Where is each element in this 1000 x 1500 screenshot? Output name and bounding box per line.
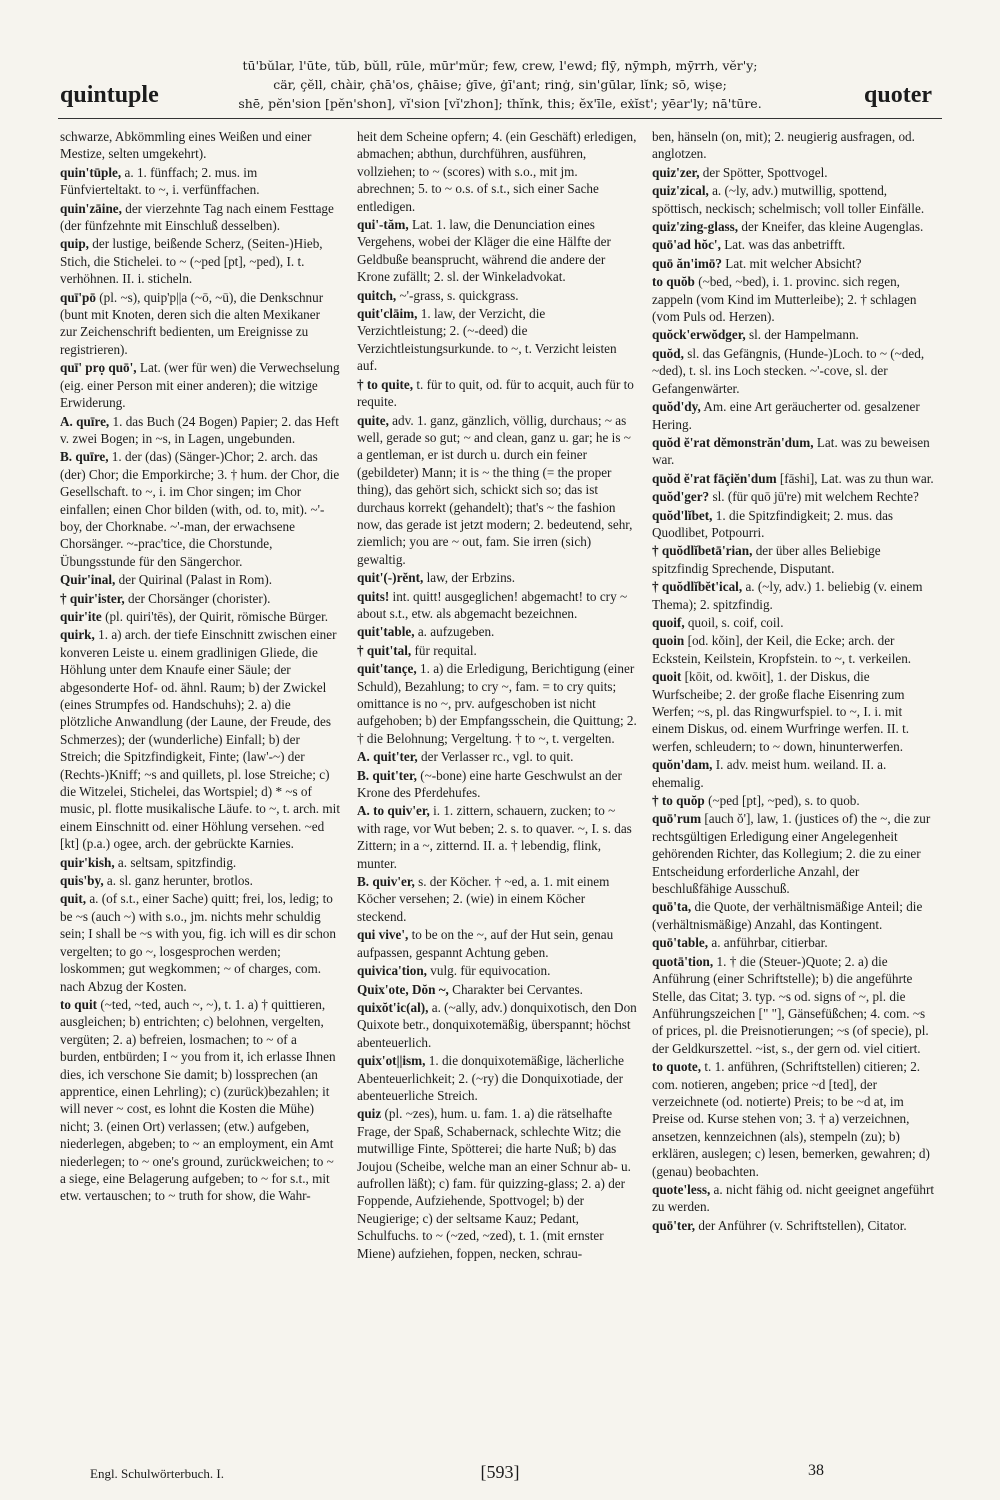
dictionary-entry bbox=[357, 412, 637, 569]
entry-definition: der vierzehnte Tag nach einem Festtage (der fünfzehnte mit Einschluß desselben). bbox=[60, 200, 334, 234]
dictionary-entry bbox=[60, 235, 340, 287]
dictionary-entry bbox=[652, 542, 934, 577]
entry-definition: 1. der (das) (Sänger-)Chor; 2. arch. das (der) Chor; die Emporkirche; 3. † hum. der Chor, die Gesellschaft. to ~, i. im Chor singen; im Chor einfallen; einen Chor bilden (with, od. to, mit). ~'-boy, der Chorknabe. ~'-man, der erwachsene Chorsänger. ~-prac'tice, die Chorstunde, Übungsstunde für den Sängerchor. bbox=[60, 449, 340, 569]
entry-definition: die Quote, der verhältnismäßige Anteil; die (verhältnismäßige) Anzahl, das Kontingent. bbox=[652, 899, 923, 932]
entry-definition: der Spötter, Spottvogel. bbox=[702, 164, 828, 180]
entry-definition: Lat. was das anbetrifft. bbox=[724, 237, 846, 253]
entry-headword: quixŏt'ic(al), bbox=[357, 999, 429, 1015]
dictionary-entry bbox=[60, 608, 340, 625]
entry-definition: i. 1. zittern, schauern, zucken; to ~ with rage, vor Wut beben; 2. s. to quaver. ~, I. s. das Zittern; in a ~, zitternd. II. a. † lebendig, flink, munter. bbox=[357, 803, 632, 871]
entry-headword: quotā'tion, bbox=[652, 953, 714, 969]
dictionary-entry bbox=[60, 590, 340, 607]
entry-definition: sl. (für quō jū're) mit welchem Rechte? bbox=[712, 489, 919, 505]
right-running-headword: quoter bbox=[864, 82, 932, 108]
column-2 bbox=[357, 128, 637, 1458]
entry-headword: A. to quiv'er, bbox=[357, 803, 430, 819]
entry-headword: quō'ad hŏc', bbox=[652, 237, 721, 253]
entry-headword: quoif, bbox=[652, 614, 685, 630]
entry-definition: der Chorsänger (chorister). bbox=[128, 590, 271, 606]
entry-definition: [fāshi], Lat. was zu thun war. bbox=[779, 470, 934, 486]
dictionary-entry bbox=[652, 326, 934, 343]
dictionary-entry bbox=[652, 632, 934, 667]
column-3 bbox=[652, 128, 934, 1458]
dictionary-entry bbox=[60, 448, 340, 570]
entry-headword: quiz bbox=[357, 1106, 382, 1122]
entry-definition: a. (~ally, adv.) donquixotisch, den Don Quixote betr., donquixotemäßig, überspannt; höchst abenteuerlich. bbox=[357, 999, 637, 1050]
entry-definition: (~ted, ~ted, auch ~, ~), t. 1. a) † quittieren, ausgleichen; b) entrichten; c) belohnen, vergelten, vergüten; 2. a) befreien, losmachen; to ~ of a burden, entbürden; I ~ you from it, ich erlasse Ihnen dies, ich verschone Sie damit; b) lossprechen (an apprentice, einen Lehrling); c) (zurück)bezahlen; it will never ~ cost, es lohnt die Kosten die Mühe) nicht; 3. (einen Ort) verlassen; (etw.) aufgeben, niederlegen, abgeben; to ~ an employment, ein Amt niederlegen; to ~ one's ground, zurückweichen; to ~ a siege, eine Belagerung aufgeben; to ~ for s.t., mit etw. vertauschen; to ~ truth for show, die Wahr- bbox=[60, 996, 336, 1204]
dictionary-entry bbox=[652, 255, 934, 272]
entry-headword: quix'ot||ism, bbox=[357, 1053, 426, 1069]
entry-definition: (pl. quiri'tēs), der Quirit, römische Bürger. bbox=[105, 608, 329, 624]
dictionary-entry bbox=[60, 359, 340, 411]
entry-definition: ~'-grass, s. quickgrass. bbox=[399, 287, 519, 303]
entry-headword: quirk, bbox=[60, 627, 95, 643]
entry-definition: Lat. mit welcher Absicht? bbox=[725, 255, 862, 271]
footer-book-title: Engl. Schulwörterbuch. I. bbox=[90, 1466, 224, 1481]
dictionary-entry bbox=[652, 756, 934, 791]
entry-definition: der über alles Beliebige spitzfindig Sprechende, Disputant. bbox=[652, 543, 881, 576]
entry-definition: 1. law, der Verzicht, die Verzichtleistung; 2. (~-deed) die Verzichtleistungsurkunde. to ~, t. Verzicht leisten auf. bbox=[357, 306, 617, 374]
dictionary-entry bbox=[60, 413, 340, 448]
dictionary-entry bbox=[60, 128, 340, 163]
entry-definition: [auch ŏ'], law, 1. (justices of) the ~, die zur rechtsgültigen Erledigung einer Angelegenheit gehörenden Richter, das Kollegium; 2. die zu einer Entscheidung erforderliche Anzahl, der beschlußfähige Ausschuß. bbox=[652, 811, 931, 897]
dictionary-entry bbox=[652, 488, 934, 505]
entry-definition: 1. die donquixotemäßige, lächerliche Abenteuerlichkeit; 2. (~ry) die Donquixotiade, der abenteuerliche Streich. bbox=[357, 1053, 624, 1103]
entry-headword: to quote, bbox=[652, 1059, 702, 1075]
entry-headword: † quir'ister, bbox=[60, 590, 125, 606]
pronunciation-key-line: cär, çĕll, chàir, çhā'os, çhāise; ġīve, ġī'ant; rinġ, sin'gūlar, lĭnk; sō, wiṣe; bbox=[273, 77, 727, 92]
entry-headword: quoit bbox=[652, 669, 682, 685]
entry-definition: 1. a) arch. der tiefe Einschnitt zwischen einer konveren Leiste u. einem gradlinigen Gliede, die Höhlung unter dem Knaufe einer Säule; der abgesonderte Hof- od. ähnl. Raum; b) der Zwickel (eines Strumpfes od. Handschuhs); 2. a) die plötzliche Anwandlung (der Laune, der Freude, des Schmerzes); der (wunderliche) Einfall; b) der Streich; die Spitzfindigkeit, Finte; (law'-~) der (Rechts-)Kniff; ~s and quillets, pl. lose Streiche; c) die Witzelei, Stichelei, das Wortspiel; d) * ~s of music, pl. flotte musikalische Läufe. to ~, t. arch. mit einem Einschnitt od. einer Höhlung versehen. ~ed [kt] (p.a.) ogee, arch. der gebrückte Karnies. bbox=[60, 627, 340, 852]
entry-headword: quŏn'dam, bbox=[652, 757, 713, 773]
pronunciation-key-line: shē, pĕn'sion [pĕn'shon], vĭ'sion [vĭ'zhon]; thĭnk, this; ĕx'īle, eẋĭst'; yēar'ly; nā'tūre. bbox=[238, 96, 762, 111]
dictionary-entry bbox=[60, 571, 340, 588]
column-1 bbox=[60, 128, 340, 1458]
dictionary-entry bbox=[357, 588, 637, 623]
entry-headword: quin'zāine, bbox=[60, 200, 122, 216]
dictionary-entry bbox=[357, 128, 637, 215]
entry-definition: adv. 1. ganz, gänzlich, völlig, durchaus; ~ as well, gerade so gut; ~ and clean, ganz u. gar; he is ~ a gentleman, er ist durch u. durch ein feiner (gebildeter) Mann; it is ~ the thing (= the proper thing), das gehört sich, schickt sich so; das ist durchaus korrekt (gehandelt); that's ~ the fashion now, das gerade ist jetzt modern; 2. bedeutend, sehr, ziemlich; you are ~ out, fam. Sie irren (sich) gewaltig. bbox=[357, 412, 633, 567]
dictionary-entry bbox=[357, 1052, 637, 1104]
entry-headword: quit'table, bbox=[357, 624, 415, 640]
entry-headword: quŏd'dy, bbox=[652, 399, 701, 415]
dictionary-entry bbox=[652, 236, 934, 253]
dictionary-entry bbox=[357, 642, 637, 659]
entry-headword: quŏck'erwŏdger, bbox=[652, 327, 746, 343]
entry-headword: to quit bbox=[60, 996, 98, 1012]
entry-headword: quir'ite bbox=[60, 608, 102, 624]
entry-headword: † quit'tal, bbox=[357, 642, 412, 658]
dictionary-entry bbox=[357, 305, 637, 375]
entry-definition: der Verlasser rc., vgl. to quit. bbox=[421, 749, 574, 765]
entry-definition: (~-bone) eine harte Geschwulst an der Krone des Pferdehufes. bbox=[357, 767, 622, 801]
entry-headword: A. quit'ter, bbox=[357, 749, 418, 765]
footer-page-number: [593] bbox=[480, 1462, 520, 1482]
dictionary-entry bbox=[357, 873, 637, 925]
entry-definition: a. (of s.t., einer Sache) quitt; frei, los, ledig; to be ~s (auch ~) with s.o., jm. nichts mehr schuldig sein; I shall be ~s with you, fig. ich will es dir schon vergelten; to go ~, losgesprochen werden; loskommen; gut wegkommen; ~ of charges, com. nach Abzug der Kosten. bbox=[60, 891, 336, 994]
dictionary-entry bbox=[652, 218, 934, 235]
entry-definition: (~ped [pt], ~ped), s. to quob. bbox=[708, 793, 860, 809]
entry-definition: a. anführbar, citierbar. bbox=[711, 935, 828, 951]
dictionary-entry bbox=[60, 164, 340, 199]
entry-definition: quoil, s. coif, coil. bbox=[687, 614, 784, 630]
entry-definition: Charakter bei Cervantes. bbox=[452, 981, 583, 997]
entry-definition: 1. die Spitzfindigkeit; 2. mus. das Quodlibet, Potpourri. bbox=[652, 507, 894, 540]
entry-definition: 1. † die (Steuer-)Quote; 2. a) die Anführung (einer Schriftstelle); b) die angeführte Stelle, das Citat; 3. typ. ~s od. signs of ~, pl. die Anführungszeichen [" "], Gänsefüßchen; 4. com. ~s of prices, pl. die Preisnotierungen; ~s (of specie), pl. der Geldkurszettel. ~ist, s., der gern od. viel citiert. bbox=[652, 953, 929, 1056]
dictionary-entry bbox=[357, 660, 637, 747]
entry-headword: quote'less, bbox=[652, 1181, 711, 1197]
entry-headword: quip, bbox=[60, 236, 89, 252]
entry-headword: quoin bbox=[652, 633, 685, 649]
entry-definition: Lat. (wer für wen) die Verwechselung (eig. einer Person mit einer anderen); die witzige Erwiderung. bbox=[60, 360, 340, 411]
dictionary-entry bbox=[652, 898, 934, 933]
entry-definition: t. 1. anführen, (Schriftstellen) citieren; 2. com. notieren, angeben; price ~d [ted], der verzeichnete (od. notierte) Preis; to be ~d at, im Preise od. Kurse stehen von; 3. † a) verzeichnen, ansetzen, kennzeichnen (als), stempeln (zu); b) erklären, auslegen; c) lesen, bemerken, gewahren; d) (genau) beobachten. bbox=[652, 1059, 930, 1179]
entry-headword: † to quŏp bbox=[652, 793, 705, 809]
entry-headword: quin'tūple, bbox=[60, 164, 122, 180]
entry-definition: [kōit, od. kwōit], 1. der Diskus, die Wurfscheibe; 2. der große flache Eisenring zum Werfen; ~s, pl. das Ringwurfspiel. to ~, I. i. mit einem Diskus, od. einem Wurfringe werfen. II. t. werfen, schleudern; to ~ down, hinunterwerfen. bbox=[652, 669, 910, 754]
dictionary-entry bbox=[652, 273, 934, 325]
dictionary-entry bbox=[652, 668, 934, 755]
pronunciation-key-line: tū'bŭlar, l'ūte, tŭb, bŭll, rūle, mūr'mŭr; few, crew, l'ewd; flȳ, nȳmph, mȳrrh, vĕr'y; bbox=[242, 58, 758, 73]
dictionary-entry bbox=[60, 872, 340, 889]
entry-headword: quit'(-)rĕnt, bbox=[357, 570, 424, 586]
dictionary-entry bbox=[652, 182, 934, 217]
dictionary-entry bbox=[357, 287, 637, 304]
entry-definition: der lustige, beißende Scherz, (Seiten-)Hieb, Stich, die Stichelei. to ~ (~ped [pt], ~ped), I. t. verhöhnen. II. i. sticheln. bbox=[60, 236, 323, 287]
entry-headword: to quŏb bbox=[652, 274, 695, 290]
entry-headword: quiz'zer, bbox=[652, 164, 700, 180]
entry-headword: quis'by, bbox=[60, 873, 104, 889]
entry-definition: der Kneifer, das kleine Augenglas. bbox=[741, 219, 924, 235]
entry-definition: ben, hänseln (on, mit); 2. neugierig ausfragen, od. anglotzen. bbox=[652, 129, 915, 162]
dictionary-entry bbox=[652, 792, 934, 809]
entry-headword: quŏd ĕ'rat fāçiĕn'dum bbox=[652, 470, 777, 486]
dictionary-entry bbox=[60, 626, 340, 852]
entry-headword: B. quīre, bbox=[60, 449, 109, 465]
entry-definition: a. sl. ganz herunter, brotlos. bbox=[106, 873, 253, 889]
dictionary-entry bbox=[652, 470, 934, 487]
entry-headword: quŏd, bbox=[652, 345, 684, 361]
entry-headword: quŏd'ger? bbox=[652, 489, 710, 505]
entry-definition: sl. der Hampelmann. bbox=[748, 327, 859, 343]
entry-headword: quī'pō bbox=[60, 289, 96, 305]
dictionary-entry bbox=[652, 953, 934, 1057]
entry-headword: B. quit'ter, bbox=[357, 767, 417, 783]
dictionary-entry bbox=[357, 981, 637, 998]
dictionary-entry bbox=[652, 507, 934, 542]
entry-definition: to be on the ~, auf der Hut sein, genau aufpassen, gespannt Achtung geben. bbox=[357, 927, 614, 960]
entry-headword: quō'ter, bbox=[652, 1217, 696, 1233]
entry-headword: quitch, bbox=[357, 287, 397, 303]
dictionary-entry bbox=[357, 926, 637, 961]
entry-headword: † quŏdlĭbetā'rian, bbox=[652, 543, 753, 559]
entry-definition: für requital. bbox=[414, 642, 477, 658]
entry-definition: a. seltsam, spitzfindig. bbox=[117, 854, 237, 870]
dictionary-entry bbox=[652, 1058, 934, 1180]
entry-definition: Lat. was zu beweisen war. bbox=[652, 434, 930, 468]
entry-headword: quite, bbox=[357, 412, 389, 428]
entry-headword: quit, bbox=[60, 891, 87, 907]
entry-definition: a. nicht fähig od. nicht geeignet angeführt zu werden. bbox=[652, 1181, 934, 1215]
entry-headword: quŏd'lĭbet, bbox=[652, 507, 713, 523]
footer-signature-number: 38 bbox=[808, 1462, 824, 1479]
entry-headword: quō ăn'imō? bbox=[652, 255, 722, 271]
entry-definition: int. quitt! ausgeglichen! abgemacht! to cry ~ about s.t., etw. als abgemacht bezeichnen. bbox=[357, 588, 628, 621]
entry-headword: quō'rum bbox=[652, 811, 702, 827]
entry-definition: Lat. 1. law, die Denunciation eines Vergehens, wobei der Kläger die eine Hälfte der Geldbuße beansprucht, während die andere der Krone zufällt; 2. sl. der Winkeladvokat. bbox=[357, 217, 611, 285]
dictionary-entry bbox=[60, 890, 340, 994]
entry-headword: quiz'zical, bbox=[652, 183, 709, 199]
dictionary-entry bbox=[60, 289, 340, 359]
entry-headword: quir'kish, bbox=[60, 854, 115, 870]
entry-headword: quiz'zing-glass, bbox=[652, 219, 739, 235]
entry-headword: quit'clāim, bbox=[357, 306, 418, 322]
entry-definition: s. der Köcher. † ~ed, a. 1. mit einem Köcher versehen; 2. (wie) in einem Köcher steckend. bbox=[357, 874, 610, 924]
entry-headword: Quir'inal, bbox=[60, 572, 116, 588]
dictionary-entry bbox=[652, 1217, 934, 1234]
entry-definition: (~bed, ~bed), i. 1. provinc. sich regen, zappeln (vom Kind im Mutterleibe); 2. † schlagen (vom Puls od. Herzen). bbox=[652, 274, 917, 325]
dictionary-entry bbox=[652, 934, 934, 951]
entry-definition: a. 1. fünffach; 2. mus. im Fünfvierteltakt. to ~, i. verfünffachen. bbox=[60, 164, 260, 198]
entry-definition: 1. das Buch (24 Bogen) Papier; 2. das Heft v. zwei Bogen; in ~s, in Lagen, ungebunden. bbox=[60, 413, 339, 446]
entry-headword: quits! bbox=[357, 588, 390, 604]
dictionary-entry bbox=[652, 578, 934, 613]
entry-headword: qui'-tăm, bbox=[357, 217, 409, 233]
entry-headword: quō'table, bbox=[652, 935, 709, 951]
entry-headword: quō'ta, bbox=[652, 899, 692, 915]
entry-definition: I. adv. meist hum. weiland. II. a. ehemalig. bbox=[652, 757, 887, 790]
entry-definition: vulg. für equivocation. bbox=[430, 963, 551, 979]
dictionary-entry bbox=[357, 1105, 637, 1262]
entry-definition: a. (~ly, adv.) mutwillig, spottend, spöttisch, neckisch; schelmisch; voll toller Einfälle. bbox=[652, 183, 925, 216]
entry-definition: der Quirinal (Palast in Rom). bbox=[118, 572, 273, 588]
entry-headword: quit'tançe, bbox=[357, 661, 417, 677]
entry-definition: sl. das Gefängnis, (Hunde-)Loch. to ~ (~ded, ~ded), t. sl. ins Loch stecken. ~'-cove, sl. der Gefangenwärter. bbox=[652, 345, 925, 396]
dictionary-entry bbox=[60, 200, 340, 235]
entry-headword: qui vive', bbox=[357, 927, 409, 943]
header-rule bbox=[58, 118, 942, 119]
dictionary-entry bbox=[357, 748, 637, 765]
dictionary-entry bbox=[357, 962, 637, 979]
entry-headword: quivica'tion, bbox=[357, 963, 427, 979]
dictionary-entry bbox=[652, 434, 934, 469]
entry-definition: (pl. ~zes), hum. u. fam. 1. a) die rätselhafte Frage, der Spaß, Schabernack, schlechte Witz; die mutwillige Finte, Spötterei; die harte Nuß; b) das Joujou (Scheibe, welche man an einer Schnur ab- u. aufrollen läßt); c) fam. für quizzing-glass; 2. a) der Foppende, Aufziehende, Spottvogel; b) der Neugierige; c) der seltsame Kauz; Pedant, Schulfuchs. to ~ (~zed, ~zed), t. 1. (mit ernster Miene) aufziehen, foppen, necken, schrau- bbox=[357, 1106, 631, 1261]
entry-definition: 1. a) die Erledigung, Berichtigung (einer Schuld), Bezahlung; to cry ~, fam. = to cry quits; omittance is no ~, prv. aufgeschoben ist nicht aufgehoben; b) der Empfangsschein, die Quittung; 2. † die Belohnung; Vergeltung. † to ~, t. vergelten. bbox=[357, 661, 637, 746]
entry-definition: heit dem Scheine opfern; 4. (ein Geschäft) erledigen, abmachen; abthun, durchführen, ausführen, vollziehen; to ~ (scores) with s.o., mit jm. abrechnen; 5. to ~ o.s. of s.t., sich einer Sache entledigen. bbox=[357, 129, 637, 214]
left-running-headword: quintuple bbox=[60, 82, 159, 108]
dictionary-entry bbox=[357, 802, 637, 872]
entry-definition: [od. kŏin], der Keil, die Ecke; arch. der Eckstein, Keilstein, Kropfstein. to ~, t. verkeilen. bbox=[652, 633, 912, 666]
dictionary-entry bbox=[652, 345, 934, 397]
dictionary-entry bbox=[357, 376, 637, 411]
dictionary-entry bbox=[357, 569, 637, 586]
entry-headword: quī' prọ quō', bbox=[60, 360, 137, 376]
dictionary-entry bbox=[357, 623, 637, 640]
entry-definition: law, der Erbzins. bbox=[426, 570, 516, 586]
dictionary-entry bbox=[60, 854, 340, 871]
dictionary-entry bbox=[652, 1181, 934, 1216]
entry-headword: † to quite, bbox=[357, 376, 414, 392]
dictionary-entry bbox=[357, 767, 637, 802]
dictionary-entry bbox=[652, 398, 934, 433]
dictionary-entry bbox=[357, 216, 637, 286]
entry-headword: A. quīre, bbox=[60, 413, 110, 429]
entry-headword: Quix'ote, Dŏn ~, bbox=[357, 981, 449, 997]
dictionary-entry bbox=[60, 996, 340, 1205]
entry-definition: (pl. ~s), quip'p||a (~ō, ~ū), die Denkschnur (bunt mit Knoten, deren sich die alten Mexikaner zur Zeichenschrift bedienten, um Ereignisse zu registrieren). bbox=[60, 289, 324, 357]
entry-headword: quŏd ĕ'rat dĕmonstrăn'dum, bbox=[652, 434, 814, 450]
entry-definition: schwarze, Abkömmling eines Weißen und einer Mestize, selten umgekehrt). bbox=[60, 129, 312, 162]
entry-headword: B. quiv'er, bbox=[357, 874, 415, 890]
dictionary-entry bbox=[652, 128, 934, 163]
entry-definition: der Anführer (v. Schriftstellen), Citator. bbox=[698, 1217, 907, 1233]
entry-headword: † quŏdlĭbĕt'ical, bbox=[652, 579, 743, 595]
entry-definition: t. für to quit, od. für to acquit, auch für to requite. bbox=[357, 376, 634, 410]
dictionary-entry bbox=[652, 810, 934, 897]
pronunciation-key bbox=[205, 56, 795, 113]
dictionary-entry bbox=[357, 999, 637, 1051]
entry-definition: Am. eine Art geräucherter od. gesalzener Hering. bbox=[652, 399, 920, 432]
dictionary-entry bbox=[652, 614, 934, 631]
dictionary-entry bbox=[652, 164, 934, 181]
entry-definition: a. aufzugeben. bbox=[417, 624, 495, 640]
entry-definition: a. (~ly, adv.) 1. beliebig (v. einem Thema); 2. spitzfindig. bbox=[652, 579, 923, 612]
